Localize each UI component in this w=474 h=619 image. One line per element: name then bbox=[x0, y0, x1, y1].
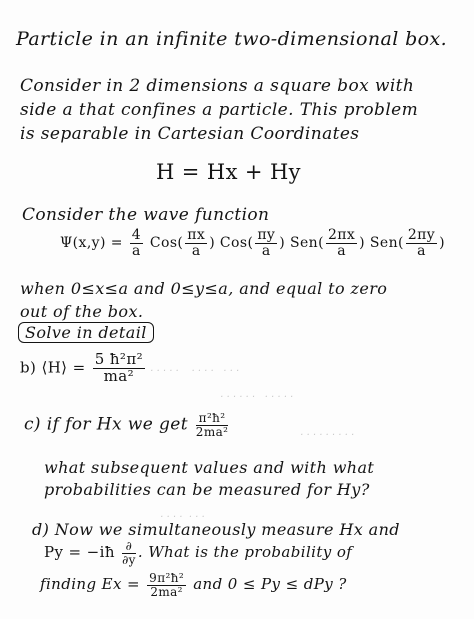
wave-arg-2: $\frac{\pi y}{a}$ bbox=[257, 227, 276, 259]
wave-arg-3: $\frac{2\pi x}{a}$ bbox=[327, 227, 356, 259]
wave-function-intro: Consider the wave function bbox=[22, 205, 270, 225]
wave-cos-1: Cos bbox=[149, 235, 178, 252]
intro-line-3: is separable in Cartesian Coordinates bbox=[20, 124, 360, 144]
document-title: Particle in an infinite two-dimensional box. bbox=[16, 28, 448, 50]
bleed-through-text: · · · · · · · · · · · bbox=[220, 392, 294, 403]
bleed-through-text: · · · · · · · bbox=[160, 512, 205, 523]
wave-lhs: Ψ(x,y) = bbox=[60, 235, 123, 252]
part-c-line-2: what subsequent values and with what bbox=[44, 458, 375, 477]
wave-coefficient: $\frac{4}{a}$ bbox=[131, 227, 142, 259]
part-c-line-3: probabilities can be measured for Hy? bbox=[44, 480, 370, 499]
part-c-fraction: $\frac{\text{π²ħ²}}{\text{2ma²}}$ bbox=[195, 411, 229, 439]
bleed-through-text: · · · · · · · · · bbox=[300, 430, 355, 441]
part-b-lhs: ⟨H⟩ = bbox=[41, 358, 86, 377]
intro-line-1: Consider in 2 dimensions a square box with bbox=[20, 76, 415, 96]
wave-function-equation: Ψ(x,y) = $\frac{4}{a}$ Cos( $\frac{\pi x}{a}$ ) Cos( $\frac{\pi y}{a}$ ) Sen( $\frac{2\pi x}{a}$ ) Sen( $\frac{2\pi y}{a}$ ) bbox=[60, 227, 445, 259]
wave-sen-1: Sen bbox=[289, 235, 319, 252]
part-d-line-1: d) Now we simultaneously measure Hx and bbox=[32, 520, 400, 539]
part-c-line-1: c) if for Hx we get $\frac{\text{π²ħ²}}{\text{2ma²}}$ bbox=[24, 411, 229, 439]
wave-arg-4: $\frac{2\pi y}{a}$ bbox=[407, 227, 436, 259]
part-d-probability-line: finding Ex = $\frac{\text{9π²ħ²}}{\text{2ma²}}$ and 0 ≤ Py ≤ dPy ? bbox=[40, 571, 347, 599]
part-b-fraction: $\frac{\text{5 ħ²π²}}{\text{ma²}}$ bbox=[94, 350, 143, 385]
part-b-equation bbox=[20, 352, 147, 385]
wave-arg-1: $\frac{\pi x}{a}$ bbox=[187, 227, 206, 259]
solve-in-detail-box: Solve in detail bbox=[18, 322, 154, 343]
domain-condition-line-2: out of the box. bbox=[20, 302, 144, 321]
intro-line-2: side a that confines a particle. This problem bbox=[20, 100, 419, 120]
domain-condition-line-1: when 0≤x≤a and 0≤y≤a, and equal to zero bbox=[20, 279, 388, 298]
wave-sen-2: Sen bbox=[369, 235, 398, 252]
part-b-label: b) bbox=[20, 358, 37, 377]
part-d-energy-fraction: $\frac{\text{9π²ħ²}}{\text{2ma²}}$ bbox=[149, 571, 185, 599]
hamiltonian-equation: H = Hx + Hy bbox=[156, 160, 301, 184]
part-d-momentum-operator: Py = −iħ $\frac{\partial}{\partial y}$ . What is the probability of bbox=[44, 539, 353, 567]
bleed-through-text: · · · · · · · · · · · · bbox=[150, 366, 240, 377]
wave-cos-2: Cos bbox=[219, 235, 248, 252]
